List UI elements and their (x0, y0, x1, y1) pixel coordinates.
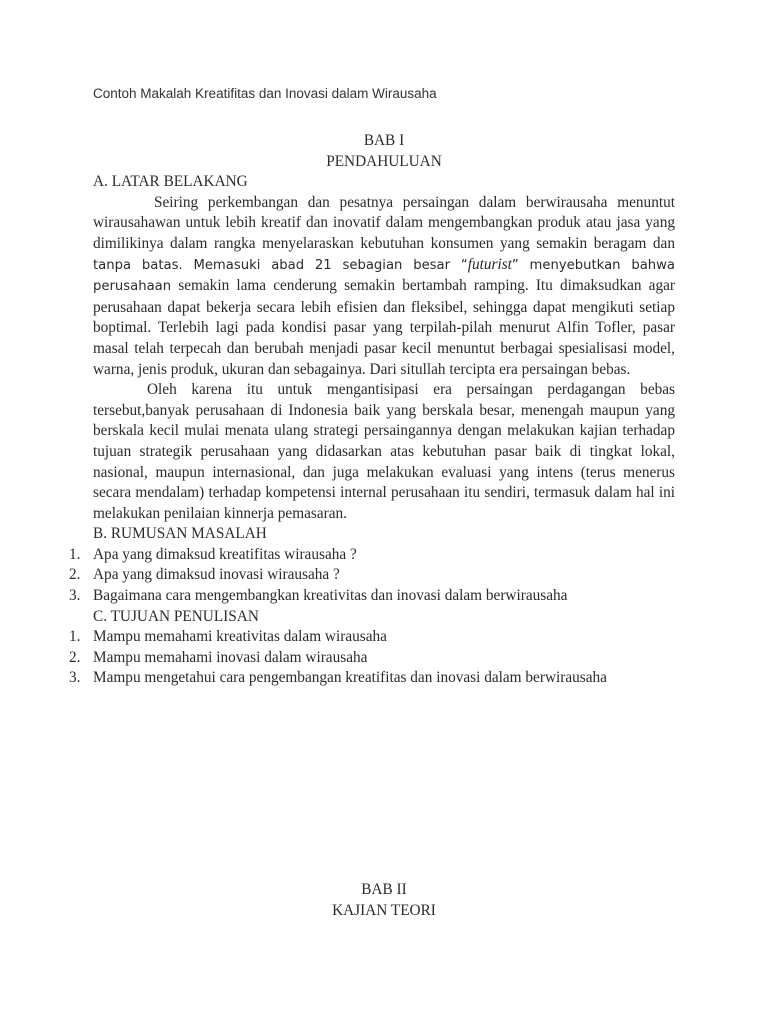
chapter-2-label: BAB II (361, 881, 407, 898)
paragraph-1-part-3: ” menyebutkan bahwa perusahaan (93, 257, 676, 295)
list-item (69, 545, 675, 566)
section-b-heading: B. RUMUSAN MASALAH (93, 525, 267, 543)
chapter-1-label: BAB I (363, 132, 405, 149)
chapter-2-title: KAJIAN TEORI (332, 901, 436, 919)
list-text: Mampu mengetahui cara pengembangan kreatifitas dan inovasi dalam berwirausaha (93, 669, 607, 687)
paragraph-1-part-4: semakin lama cenderung semakin bertambah ramping. Itu dimaksudkan agar perusahaan dapat bekerja secara lebih efisien dan fleksibel, sehingga dapat mengikuti setiap boptimal. Terlebih lagi pada kondisi pasar yang terpilah-pilah menurut Alfin Tofler, pasar masal telah terpecah dan berubah menjadi pasar kecil menuntut berbagai spesialisasi model, warna, jenis produk, ukuran dan sebagainya. Dari situllah tercipta era persaingan bebas. (93, 277, 675, 378)
section-a-paragraph-1 (93, 193, 675, 380)
list-text: Apa yang dimaksud kreatifitas wirausaha ? (93, 545, 357, 563)
list-number: 2. (69, 648, 81, 666)
list-text: Bagaimana cara mengembangkan kreativitas dan inovasi dalam berwirausaha (93, 587, 568, 605)
chapter-1-title: PENDAHULUAN (326, 152, 442, 170)
list-number: 1. (69, 545, 81, 563)
list-item (69, 565, 675, 586)
list-number: 1. (69, 628, 81, 646)
list-number: 3. (69, 669, 81, 687)
section-a-paragraph-2: Oleh karena itu untuk mengantisipasi era persaingan perdagangan bebas tersebut,banyak perusahaan di Indonesia baik yang berskala besar, menengah maupun yang berskala kecil mulai menata ulang strategi persaingannya dengan melakukan kajian terhadap tujuan strategik perusahaan yang didasarkan atas kebutuhan pasar baik di tingkat lokal, nasional, maupun internasional, dan juga melakukan evaluasi yang intens (terus menerus secara mendalam) terhadap kompetensi internal perusahaan itu sendiri, termasuk dalam hal ini melakukan penilaian kinnerja pemasaran. (93, 381, 675, 522)
list-text: Mampu memahami inovasi dalam wirausaha (93, 648, 368, 666)
paragraph-1-part-1: Seiring perkembangan dan pesatnya persaingan dalam berwirausaha menuntut wirausahawan untuk lebih kreatif dan inovatif dalam mengembangkan produk atau jasa yang dimilikinya dalam rangka menyelaraskan kebutuhan konsumen yang semakin beragam dan (93, 193, 675, 252)
section-b-list (69, 545, 675, 607)
list-item (69, 648, 675, 669)
list-item (69, 627, 675, 648)
list-text: Mampu memahami kreativitas dalam wirausaha (93, 628, 387, 646)
chapter-1 (69, 131, 676, 689)
list-number: 3. (69, 587, 81, 605)
paragraph-1-italic: futurist (467, 255, 512, 273)
section-c-heading: C. TUJUAN PENULISAN (93, 607, 259, 625)
list-item (69, 668, 675, 689)
chapter-2 (93, 880, 675, 921)
section-c-list (69, 627, 675, 689)
list-item (69, 586, 675, 607)
section-a-heading: A. LATAR BELAKANG (93, 173, 248, 191)
list-number: 2. (69, 566, 81, 584)
list-text: Apa yang dimaksud inovasi wirausaha ? (93, 566, 340, 584)
document-title: Contoh Makalah Kreatifitas dan Inovasi dalam Wirausaha (93, 86, 437, 101)
paragraph-1-part-2: tanpa batas. Memasuki abad 21 sebagian besar “ (93, 257, 468, 273)
